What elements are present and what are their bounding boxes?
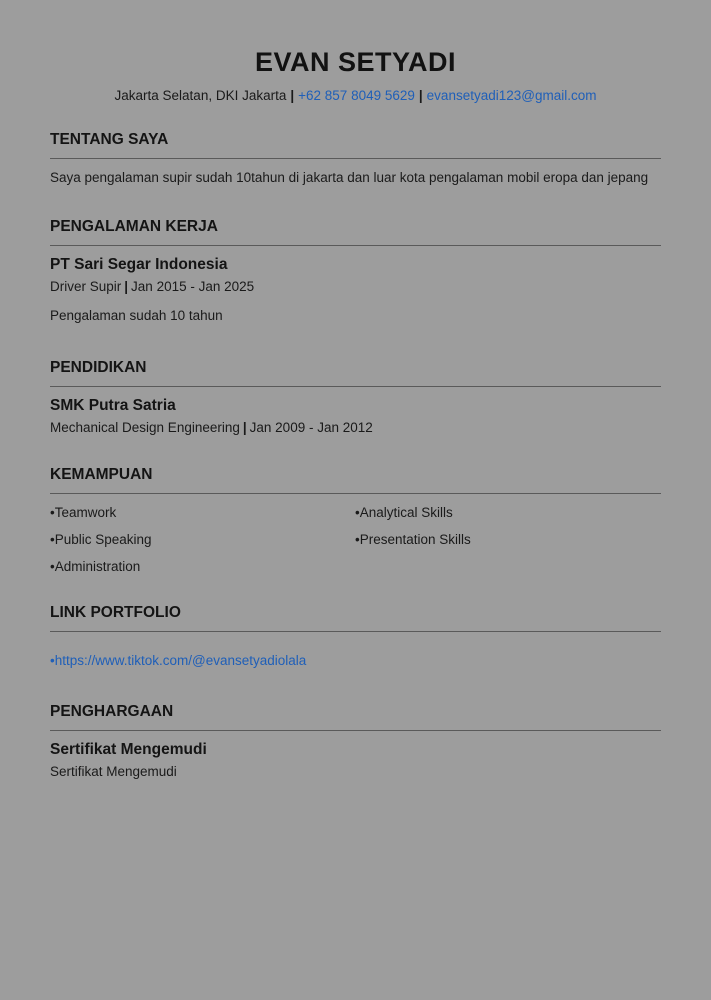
experience-role: Driver Supir bbox=[50, 279, 122, 294]
contact-separator: | bbox=[418, 88, 423, 103]
section-title-portfolio: LINK PORTFOLIO bbox=[50, 604, 181, 621]
skills-list bbox=[50, 504, 661, 576]
section-divider bbox=[50, 158, 661, 159]
experience-item bbox=[50, 255, 661, 325]
contact-separator: | bbox=[290, 88, 295, 103]
education-major-period bbox=[50, 419, 661, 437]
education-separator: | bbox=[242, 420, 247, 435]
resume-name: EVAN SETYADI bbox=[254, 47, 457, 77]
award-name: Sertifikat Mengemudi bbox=[50, 741, 207, 758]
contact-phone-link[interactable]: +62 857 8049 5629 bbox=[298, 88, 415, 103]
section-title-education: PENDIDIKAN bbox=[50, 359, 147, 376]
award-item bbox=[50, 740, 661, 781]
experience-separator: | bbox=[124, 279, 129, 294]
skill-item: • Teamwork bbox=[50, 504, 355, 522]
education-section bbox=[50, 358, 661, 437]
education-school: SMK Putra Satria bbox=[50, 397, 176, 414]
section-title-skills: KEMAMPUAN bbox=[50, 466, 153, 483]
skill-item: • Presentation Skills bbox=[355, 531, 660, 549]
experience-description: Pengalaman sudah 10 tahun bbox=[50, 308, 223, 323]
education-item bbox=[50, 396, 661, 437]
contact-location: Jakarta Selatan, DKI Jakarta bbox=[114, 88, 287, 103]
section-divider bbox=[50, 245, 661, 246]
skill-item: • Public Speaking bbox=[50, 531, 355, 549]
section-divider bbox=[50, 631, 661, 632]
education-period: Jan 2009 - Jan 2012 bbox=[249, 420, 373, 435]
skills-section bbox=[50, 465, 661, 576]
section-title-awards: PENGHARGAAN bbox=[50, 703, 174, 720]
experience-period: Jan 2015 - Jan 2025 bbox=[131, 279, 255, 294]
experience-company: PT Sari Segar Indonesia bbox=[50, 256, 228, 273]
experience-role-period bbox=[50, 278, 661, 296]
portfolio-section bbox=[50, 603, 661, 670]
portfolio-link[interactable]: • https://www.tiktok.com/@evansetyadiolala bbox=[50, 652, 661, 670]
section-divider bbox=[50, 730, 661, 731]
skill-item: • Administration bbox=[50, 558, 355, 576]
education-major: Mechanical Design Engineering bbox=[50, 420, 240, 435]
awards-section bbox=[50, 702, 661, 781]
about-section bbox=[50, 130, 661, 189]
section-divider bbox=[50, 386, 661, 387]
experience-section bbox=[50, 217, 661, 325]
section-title-experience: PENGALAMAN KERJA bbox=[50, 218, 218, 235]
section-title-about: TENTANG SAYA bbox=[50, 131, 169, 148]
about-text: Saya pengalaman supir sudah 10tahun di jakarta dan luar kota pengalaman mobil eropa dan jepang bbox=[50, 170, 649, 185]
contact-line bbox=[50, 87, 661, 105]
section-divider bbox=[50, 493, 661, 494]
contact-email-link[interactable]: evansetyadi123@gmail.com bbox=[426, 88, 597, 103]
skill-item: • Analytical Skills bbox=[355, 504, 660, 522]
award-description: Sertifikat Mengemudi bbox=[50, 764, 177, 779]
